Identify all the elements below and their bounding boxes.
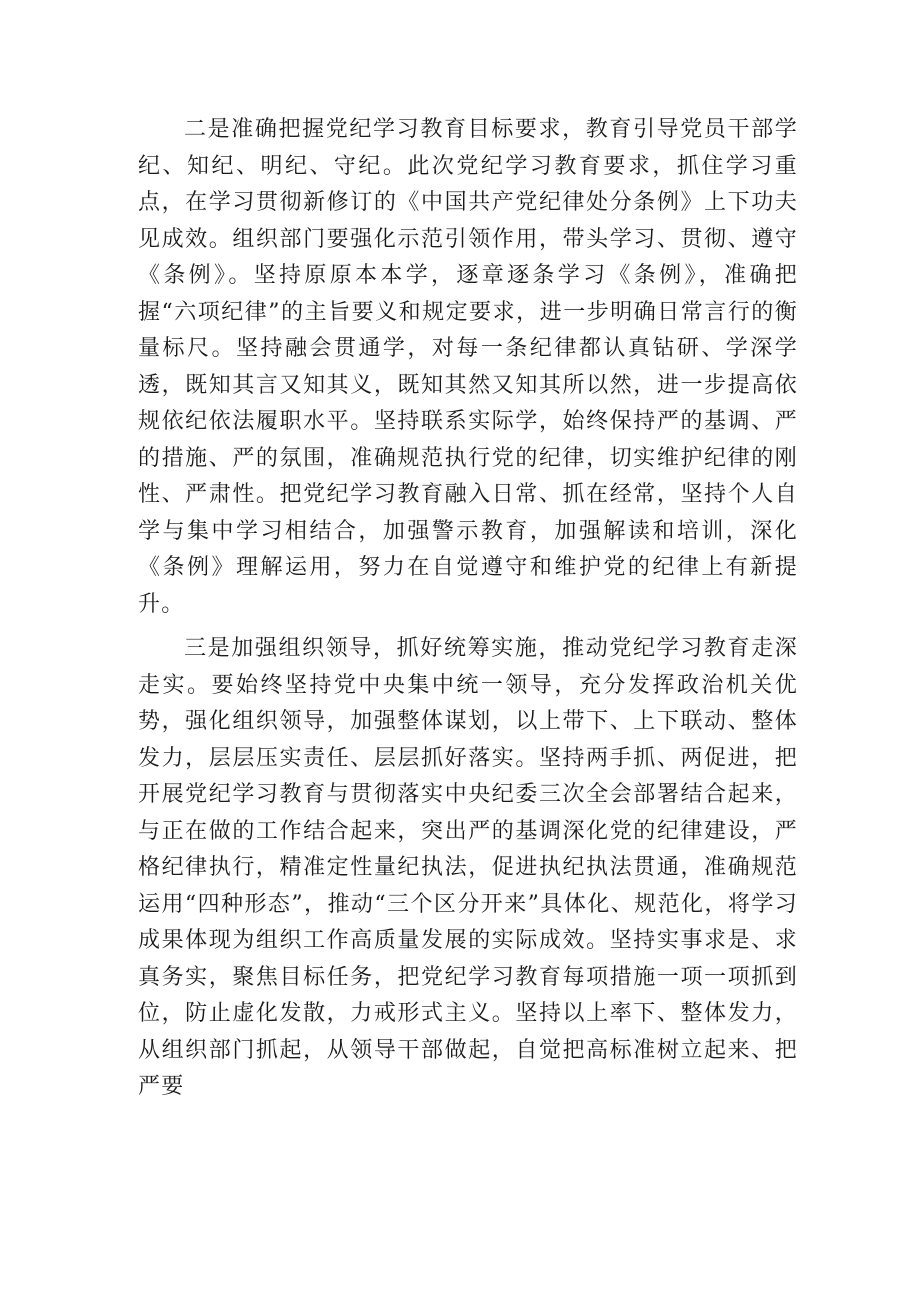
paragraph-goal-requirements: 二是准确把握党纪学习教育目标要求，教育引导党员干部学纪、知纪、明纪、守纪。此次党纪学习教育要求，抓住学习重点，在学习贯彻新修订的《中国共产党纪律处分条例》上下功夫见成效。组织部门要强化示范引领作用，带头学习、贯彻、遵守《条例》。坚持原原本本学，逐章逐条学习《条例》，准确把握“六项纪律”的主旨要义和规定要求，进一步明确日常言行的衡量标尺。坚持融会贯通学，对每一条纪律都认真钻研、学深学透，既知其言又知其义，既知其然又知其所以然，进一步提高依规依纪依法履职水平。坚持联系实际学，始终保持严的基调、严的措施、严的氛围，准确规范执行党的纪律，切实维护纪律的刚性、严肃性。把党纪学习教育融入日常、抓在经常，坚持个人自学与集中学习相结合，加强警示教育，加强解读和培训，深化《条例》理解运用，努力在自觉遵守和维护党的纪律上有新提升。 <box>138 117 798 617</box>
document-body <box>138 112 798 1114</box>
paragraph-organization-leadership: 三是加强组织领导，抓好统筹实施，推动党纪学习教育走深走实。要始终坚持党中央集中统一领导，充分发挥政治机关优势，强化组织领导，加强整体谋划，以上带下、上下联动、整体发力，层层压实责任、层层抓好落实。坚持两手抓、两促进，把开展党纪学习教育与贯彻落实中央纪委三次全会部署结合起来，与正在做的工作结合起来，突出严的基调深化党的纪律建设，严格纪律执行，精准定性量纪执法，促进执纪执法贯通，准确规范运用“四种形态”，推动“三个区分开来”具体化、规范化，将学习成果体现为组织工作高质量发展的实际成效。坚持实事求是、求真务实，聚焦目标任务，把党纪学习教育每项措施一项一项抓到位，防止虚化发散，力戒形式主义。坚持以上率下、整体发力，从组织部门抓起，从领导干部做起，自觉把高标准树立起来、把严要 <box>138 636 798 1099</box>
